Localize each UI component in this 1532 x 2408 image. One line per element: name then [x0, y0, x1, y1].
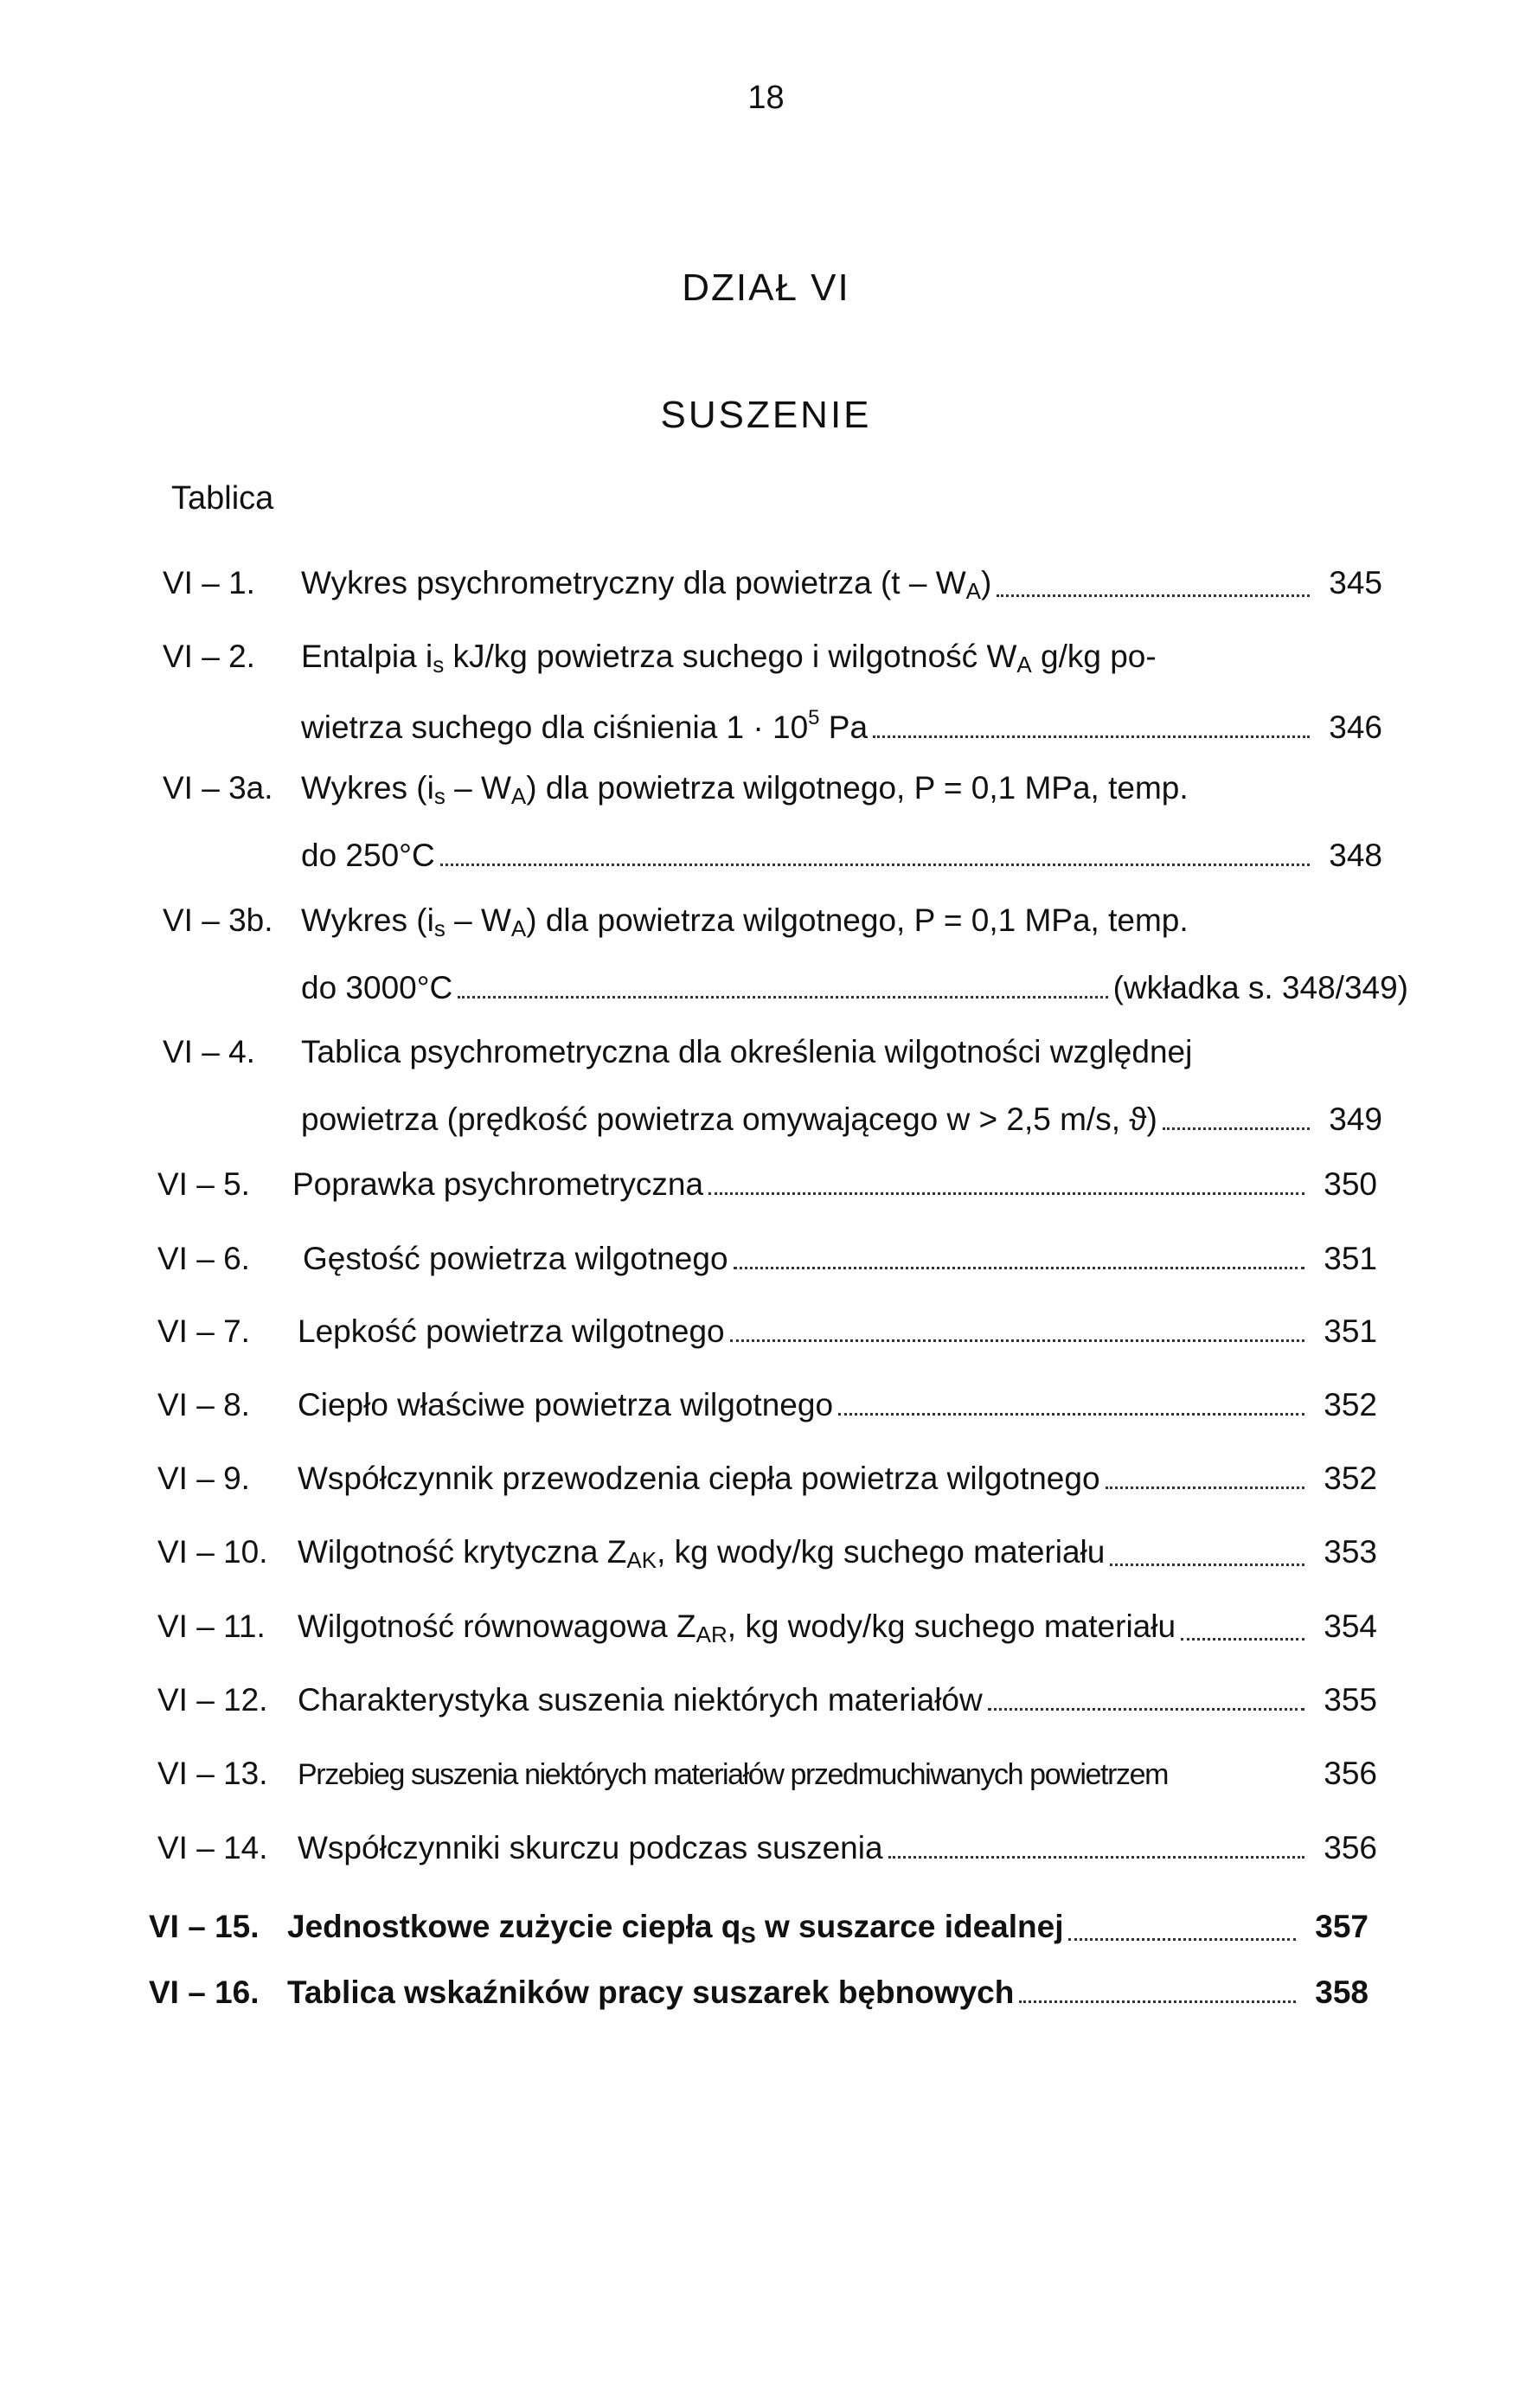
entry-number: VI – 11. [157, 1609, 266, 1644]
entry-title-line [298, 1610, 1377, 1646]
entry-title: Przebieg suszenia niektórych materiałów przedmuchiwanych powietrzem [298, 1758, 1169, 1791]
entry-title-line [301, 972, 1408, 1004]
entry-title: powietrza (prędkość powietrza omywającego w > 2,5 m/s, ϑ) [301, 1101, 1157, 1137]
entry-title-line [287, 1910, 1369, 1946]
entry-page: 351 [1324, 1241, 1377, 1276]
entry-number: VI – 2. [163, 639, 255, 674]
dot-leader [1110, 1564, 1304, 1566]
entry-title-line [301, 839, 1382, 871]
entry-title-line [287, 1976, 1369, 2008]
dot-leader [997, 594, 1310, 597]
entry-number: VI – 13. [157, 1756, 268, 1791]
entry-page: 358 [1315, 1975, 1369, 2010]
entry-page: 357 [1315, 1909, 1369, 1944]
entry-title-line [298, 1536, 1377, 1571]
entry-title: Poprawka psychrometryczna [292, 1166, 704, 1202]
entry-page: 350 [1324, 1166, 1377, 1202]
entry-number: VI – 16. [149, 1975, 260, 2010]
entry-number: VI – 12. [157, 1682, 268, 1718]
entry-title-line [301, 772, 1382, 807]
entry-page: 351 [1324, 1313, 1377, 1349]
entry-title: Charakterystyka suszenia niektórych materiałów [298, 1682, 983, 1718]
entry-title-line [301, 904, 1382, 940]
dot-leader [730, 1339, 1304, 1342]
entry-title: wietrza suchego dla ciśnienia $1 \cdot 10^5$ Pa [301, 706, 869, 745]
entry-page: 349 [1329, 1101, 1382, 1137]
entry-title-line [298, 1832, 1377, 1864]
entry-number: VI – 3a. [163, 770, 273, 806]
entry-title: Tablica psychrometryczna dla określenia wilgotności względnej [301, 1034, 1193, 1069]
dot-leader [708, 1192, 1304, 1195]
dot-leader [734, 1267, 1304, 1269]
entry-title-line [301, 640, 1382, 676]
entry-number: VI – 8. [157, 1387, 250, 1422]
dot-leader [988, 1708, 1304, 1711]
dot-leader [1019, 2000, 1296, 2003]
dot-leader [888, 1856, 1304, 1859]
entry-page: (wkładka s. 348/349) [1112, 970, 1408, 1005]
entry-page: 353 [1324, 1534, 1377, 1570]
entry-title-line [301, 708, 1382, 743]
entry-page: 356 [1324, 1756, 1377, 1791]
entry-title-line [301, 1036, 1382, 1068]
entry-title: do 250°C [301, 838, 435, 873]
entry-title-line [298, 1315, 1377, 1347]
entry-title: Wykres psychrometryczny dla powietrza $(t - W_A)$ [301, 565, 992, 604]
dot-leader [458, 996, 1107, 999]
entry-title: Lepkość powietrza wilgotnego [298, 1313, 725, 1349]
entry-title-line [292, 1168, 1377, 1200]
dot-leader [1163, 1127, 1310, 1130]
entry-title: Współczynniki skurczu podczas suszenia [298, 1830, 883, 1865]
entry-title: Współczynnik przewodzenia ciepła powietrza wilgotnego [298, 1461, 1100, 1496]
dot-leader [1106, 1487, 1304, 1489]
entry-title: do 3000°C [301, 970, 453, 1005]
entry-title-line [298, 1389, 1377, 1421]
dot-leader [1068, 1938, 1296, 1941]
entry-page: 356 [1324, 1830, 1377, 1865]
entry-title-line [303, 1243, 1377, 1275]
entry-page: 348 [1329, 838, 1382, 873]
subsection-title: SUSZENIE [660, 394, 872, 436]
entry-title: Wilgotność krytyczna $Z_{AK}$, kg wody/kg suchego materiału [298, 1534, 1106, 1573]
tablica-label: Tablica [171, 480, 274, 517]
entry-number: VI – 1. [163, 565, 255, 600]
entry-title-line [301, 567, 1382, 602]
entry-number: VI – 5. [157, 1166, 250, 1202]
entry-number: VI – 4. [163, 1034, 255, 1069]
entry-number: VI – 7. [157, 1313, 250, 1349]
dot-leader [1181, 1638, 1304, 1641]
dot-leader [838, 1413, 1304, 1416]
entry-title: Wykres $(i_s - W_A)$ dla powietrza wilgotnego, P = 0,1 MPa, temp. [301, 770, 1189, 809]
entry-number: VI – 3b. [163, 902, 273, 938]
entry-page: 355 [1324, 1682, 1377, 1718]
entry-title: Entalpia $i_s$ kJ/kg powietrza suchego i wilgotność $W_A$ g/kg po- [301, 639, 1157, 677]
entry-page: 345 [1329, 565, 1382, 600]
entry-title: Wykres $(i_s - W_A)$ dla powietrza wilgotnego, P = 0,1 MPa, temp. [301, 902, 1189, 941]
entry-page: 352 [1324, 1461, 1377, 1496]
section-title: DZIAŁ VI [682, 266, 850, 309]
entry-title: Tablica wskaźników pracy suszarek bębnowych [287, 1975, 1015, 2010]
entry-page: 346 [1329, 710, 1382, 745]
entry-number: VI – 9. [157, 1461, 250, 1496]
entry-title-line [298, 1684, 1377, 1716]
entry-title: Jednostkowe zużycie ciepła $q_S$ w suszarce idealnej [287, 1909, 1064, 1948]
entry-page: 354 [1324, 1609, 1377, 1644]
entry-title-line [298, 1757, 1377, 1789]
entry-title: Wilgotność równowagowa $Z_{AR}$, kg wody/kg suchego materiału [298, 1609, 1176, 1647]
entry-title-line [301, 1103, 1382, 1135]
entry-number: VI – 6. [157, 1241, 250, 1276]
entry-page: 352 [1324, 1387, 1377, 1422]
dot-leader [440, 864, 1310, 866]
entry-number: VI – 15. [149, 1909, 260, 1944]
entry-title: Ciepło właściwe powietrza wilgotnego [298, 1387, 834, 1422]
entry-title-line [298, 1462, 1377, 1494]
entry-number: VI – 10. [157, 1534, 268, 1570]
entry-title: Gęstość powietrza wilgotnego [303, 1241, 728, 1276]
page-number: 18 [747, 80, 785, 116]
entry-number: VI – 14. [157, 1830, 268, 1865]
dot-leader [873, 735, 1310, 738]
